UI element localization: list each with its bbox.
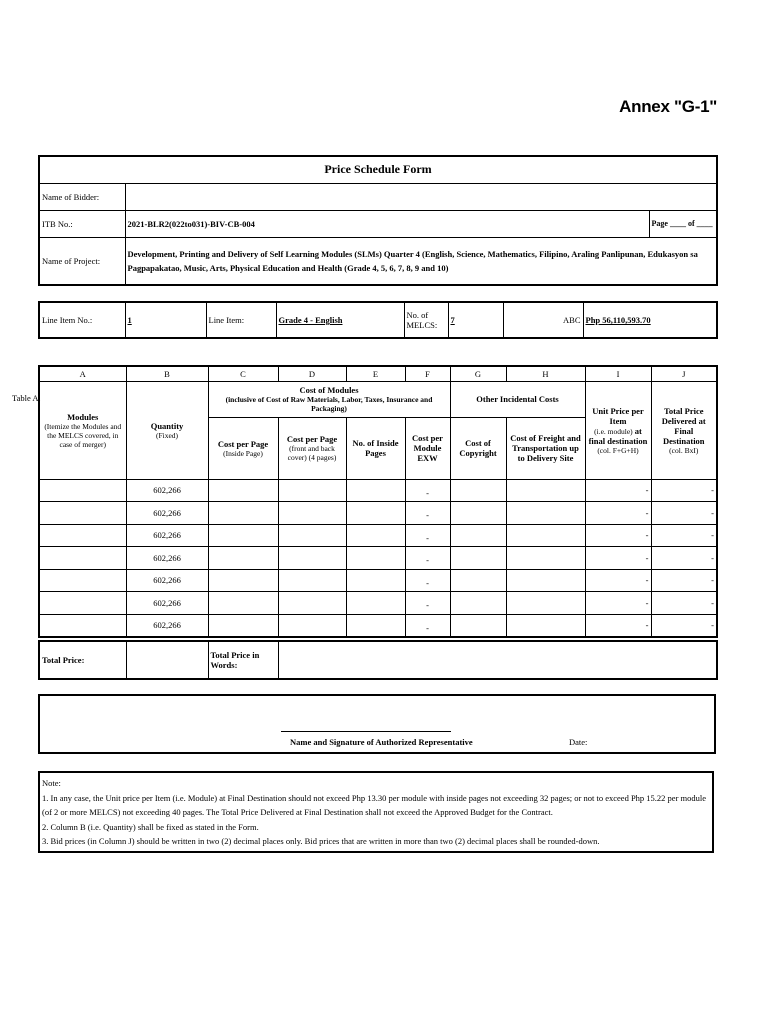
table-row [39, 569, 717, 592]
copyright-cell[interactable] [450, 569, 506, 592]
cost-per-page-title: Cost per Page [217, 438, 269, 449]
freight-cell[interactable] [506, 614, 585, 637]
melcs-label: No. of MELCS: [404, 302, 448, 338]
cost-per-cover-cell[interactable] [278, 502, 346, 525]
table-row [39, 479, 717, 502]
col-letter-j: J [651, 366, 717, 381]
line-item-no-label: Line Item No.: [39, 302, 125, 338]
copyright-cell[interactable] [450, 479, 506, 502]
freight-header: Cost of Freight and Transportation up to Delivery Site [506, 417, 585, 479]
freight-cell[interactable] [506, 479, 585, 502]
cost-per-cover-cell[interactable] [278, 547, 346, 570]
column-letters-row [39, 366, 717, 381]
col-letter-a: A [39, 366, 126, 381]
bidder-label: Name of Bidder: [39, 183, 125, 210]
other-costs-header: Other Incidental Costs [450, 381, 585, 417]
module-cell[interactable] [39, 614, 126, 637]
table-row [39, 502, 717, 525]
module-cell[interactable] [39, 502, 126, 525]
melcs-value: 7 [448, 302, 503, 338]
module-cell[interactable] [39, 569, 126, 592]
cost-per-cover-cell[interactable] [278, 614, 346, 637]
quantity-cell: 602,266 [126, 614, 208, 637]
freight-cell[interactable] [506, 592, 585, 615]
cost-per-page-cell[interactable] [208, 592, 278, 615]
total-words-field[interactable] [278, 641, 717, 679]
unit-price-cell: - [585, 479, 651, 502]
unit-price-sub1: (i.e. module) [594, 426, 633, 436]
copyright-cell[interactable] [450, 524, 506, 547]
col-letter-g: G [450, 366, 506, 381]
cost-per-module-cell: - [405, 547, 450, 570]
total-price-field[interactable] [126, 641, 208, 679]
cost-per-module-cell: - [405, 524, 450, 547]
itb-value: 2021-BLR2(022to031)-BIV-CB-004 [125, 210, 649, 237]
cost-per-page-subtitle: (Inside Page) [223, 448, 263, 458]
table-row [39, 524, 717, 547]
inside-pages-cell[interactable] [346, 524, 405, 547]
cost-per-cover-header [278, 417, 346, 479]
bidder-field[interactable] [125, 183, 717, 210]
itb-label: ITB No.: [39, 210, 125, 237]
unit-price-title: Unit Price per Item [592, 405, 644, 426]
cost-of-modules-subtitle: (inclusive of Cost of Raw Materials, Labor, Taxes, Insurance and Packaging) [225, 395, 433, 413]
form-title: Price Schedule Form [39, 156, 717, 183]
module-cell[interactable] [39, 524, 126, 547]
col-letter-b: B [126, 366, 208, 381]
cost-per-page-header [208, 417, 278, 479]
line-item-table [38, 301, 718, 339]
quantity-header [126, 381, 208, 479]
total-price-subtitle: (col. BxI) [669, 445, 699, 455]
col-letter-c: C [208, 366, 278, 381]
unit-price-sub2: at final destination [588, 425, 648, 446]
signature-box [38, 694, 716, 754]
total-price-cell: - [651, 569, 717, 592]
unit-price-cell: - [585, 547, 651, 570]
total-price-cell: - [651, 592, 717, 615]
table-a-label: Table A. [12, 393, 41, 403]
copyright-cell[interactable] [450, 614, 506, 637]
table-row [39, 592, 717, 615]
signature-label: Name and Signature of Authorized Representative [290, 737, 473, 747]
project-label: Name of Project: [39, 237, 125, 285]
unit-price-cell: - [585, 614, 651, 637]
total-price-cell: - [651, 479, 717, 502]
note-3: 3. Bid prices (in Column J) should be written in two (2) decimal places only. Bid prices that are written in more than two (2) decimal places shall be rounded-down. [42, 836, 600, 846]
quantity-title: Quantity [150, 420, 184, 431]
cost-per-module-cell: - [405, 502, 450, 525]
col-letter-e: E [346, 366, 405, 381]
inside-pages-cell[interactable] [346, 614, 405, 637]
cost-per-cover-cell[interactable] [278, 479, 346, 502]
inside-pages-cell[interactable] [346, 547, 405, 570]
total-words-label: Total Price in Words: [208, 641, 278, 679]
signature-line[interactable] [281, 731, 451, 732]
freight-cell[interactable] [506, 524, 585, 547]
cost-per-module-cell: - [405, 569, 450, 592]
page-counter: Page ____ of ____ [649, 210, 717, 237]
cost-per-cover-title: Cost per Page [286, 434, 338, 444]
header-table [38, 155, 718, 286]
annex-label: Annex "G-1" [619, 97, 717, 116]
cost-per-page-cell[interactable] [208, 547, 278, 570]
quantity-subtitle: (Fixed) [155, 430, 179, 440]
note-2: 2. Column B (i.e. Quantity) shall be fixed as stated in the Form. [42, 821, 259, 832]
unit-price-cell: - [585, 592, 651, 615]
cost-per-cover-cell[interactable] [278, 592, 346, 615]
quantity-cell: 602,266 [126, 502, 208, 525]
modules-header [39, 381, 126, 479]
cost-copyright-header: Cost of Copyright [450, 417, 506, 479]
note-1: 1. In any case, the Unit price per Item (i.e. Module) at Final Destination should not exceed Php 13.30 per module with inside pages not exceeding 32 pages; or not to exceed Php 15.22 per module (of 2 or more MELCS) not exceeding 40 pages. The Total Price Delivered at Final Destination shall not exceed the Approved Budget for the Contract. [42, 792, 707, 817]
freight-cell[interactable] [506, 502, 585, 525]
cost-per-page-cell[interactable] [208, 524, 278, 547]
cost-of-modules-header [208, 381, 450, 417]
modules-title: Modules [67, 411, 99, 422]
price-table [38, 365, 718, 638]
cost-per-module-cell: - [405, 479, 450, 502]
cost-per-page-cell[interactable] [208, 614, 278, 637]
module-cell[interactable] [39, 592, 126, 615]
inside-pages-cell[interactable] [346, 569, 405, 592]
price-rows [39, 479, 717, 637]
unit-price-cell: - [585, 569, 651, 592]
quantity-cell: 602,266 [126, 524, 208, 547]
copyright-cell[interactable] [450, 547, 506, 570]
freight-cell[interactable] [506, 569, 585, 592]
module-cell[interactable] [39, 479, 126, 502]
unit-price-sub3: (col. F+G+H) [597, 445, 639, 455]
cost-per-cover-subtitle: (front and back cover) (4 pages) [287, 444, 337, 462]
total-price-label: Total Price: [39, 641, 126, 679]
cost-per-page-cell[interactable] [208, 569, 278, 592]
copyright-cell[interactable] [450, 502, 506, 525]
cost-per-module-cell: - [405, 592, 450, 615]
inside-pages-cell[interactable] [346, 502, 405, 525]
line-item-label: Line Item: [206, 302, 276, 338]
total-price-cell: - [651, 614, 717, 637]
table-row [39, 547, 717, 570]
cost-per-module-cell: - [405, 614, 450, 637]
freight-cell[interactable] [506, 547, 585, 570]
col-letter-h: H [506, 366, 585, 381]
total-price-cell: - [651, 547, 717, 570]
unit-price-cell: - [585, 502, 651, 525]
project-value: Development, Printing and Delivery of Self Learning Modules (SLMs) Quarter 4 (English, Science, Mathematics, Filipino, Araling Panlipunan, Edukasyon sa Pagpapakatao, Music, Arts, Physical Education and Health (Grade 4, 5, 6, 7, 8, 9 and 10) [125, 237, 717, 285]
unit-price-cell: - [585, 524, 651, 547]
col-letter-d: D [278, 366, 346, 381]
col-letter-i: I [585, 366, 651, 381]
cost-per-page-cell[interactable] [208, 502, 278, 525]
total-price-title: Total Price Delivered at Final Destination [661, 405, 706, 446]
modules-subtitle: (Itemize the Modules and the MELCS covered, in case of merger) [44, 421, 122, 449]
abc-value: Php 56,110,593.70 [583, 302, 717, 338]
notes-box [38, 771, 714, 853]
inside-pages-header: No. of Inside Pages [346, 417, 405, 479]
unit-price-header [585, 381, 651, 479]
cost-per-module-header: Cost per Module EXW [405, 417, 450, 479]
total-price-header [651, 381, 717, 479]
quantity-cell: 602,266 [126, 592, 208, 615]
totals-table [38, 640, 718, 680]
cost-per-cover-cell[interactable] [278, 524, 346, 547]
inside-pages-cell[interactable] [346, 479, 405, 502]
line-item-no-value: 1 [125, 302, 206, 338]
quantity-cell: 602,266 [126, 569, 208, 592]
total-price-cell: - [651, 524, 717, 547]
copyright-cell[interactable] [450, 592, 506, 615]
total-price-cell: - [651, 502, 717, 525]
cost-per-page-cell[interactable] [208, 479, 278, 502]
col-letter-f: F [405, 366, 450, 381]
quantity-cell: 602,266 [126, 547, 208, 570]
inside-pages-cell[interactable] [346, 592, 405, 615]
abc-label: ABC [503, 302, 583, 338]
cost-per-cover-cell[interactable] [278, 569, 346, 592]
table-row [39, 614, 717, 637]
cost-of-modules-title: Cost of Modules [299, 385, 359, 395]
quantity-cell: 602,266 [126, 479, 208, 502]
module-cell[interactable] [39, 547, 126, 570]
date-label: Date: [569, 737, 588, 747]
notes-title: Note: [42, 778, 61, 788]
line-item-value: Grade 4 - English [276, 302, 404, 338]
